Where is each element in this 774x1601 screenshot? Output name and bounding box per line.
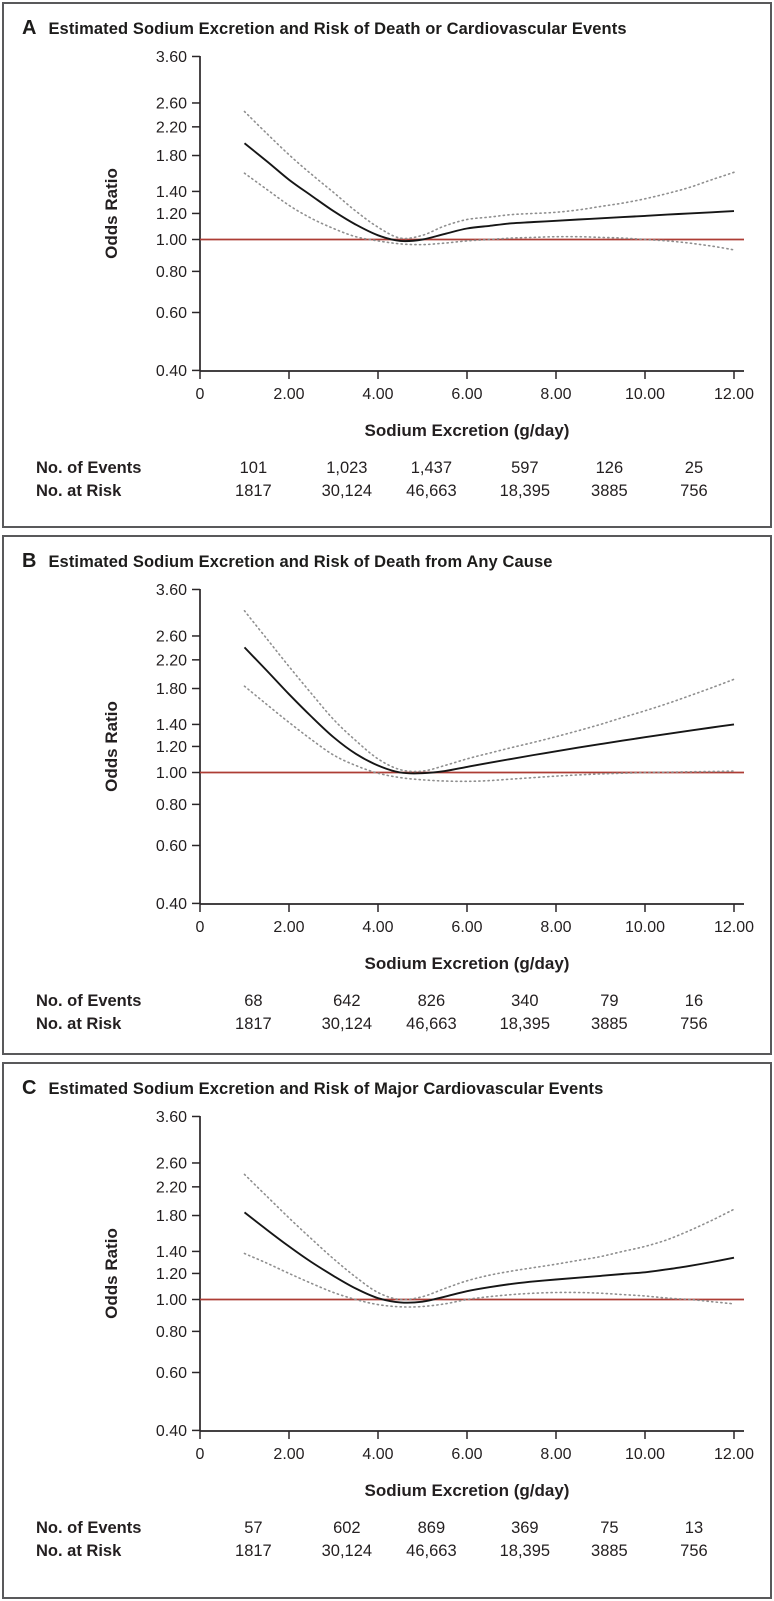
x-tick-label: 10.00 xyxy=(624,919,666,936)
y-tick-label: 0.80 xyxy=(155,796,187,814)
panel-a-letter: A xyxy=(22,17,37,39)
y-tick-label: 0.60 xyxy=(155,304,187,322)
count-value: 46,663 xyxy=(406,1015,457,1033)
y-tick-label: 2.60 xyxy=(155,95,187,113)
x-tick-label: 0 xyxy=(195,1446,205,1463)
x-tick-label: 6.00 xyxy=(451,919,483,936)
y-tick-label: 1.80 xyxy=(155,148,187,166)
y-tick-label: 1.00 xyxy=(155,232,187,249)
panel-c-chart xyxy=(4,1100,770,1571)
count-value: 1,023 xyxy=(326,459,368,477)
panel-b-title xyxy=(4,537,770,573)
count-value: 756 xyxy=(680,1015,708,1033)
x-tick-label: 8.00 xyxy=(540,1446,572,1463)
y-tick-label: 3.60 xyxy=(155,48,187,66)
y-tick-label: 2.60 xyxy=(155,1155,187,1173)
count-value: 16 xyxy=(684,992,704,1010)
row-label: No. at Risk xyxy=(36,1542,122,1560)
panel-b-chart xyxy=(4,573,770,1044)
x-tick-label: 10.00 xyxy=(624,1446,666,1463)
x-tick-label: 0 xyxy=(195,386,205,403)
x-tick-label: 8.00 xyxy=(540,919,572,936)
count-value: 3885 xyxy=(591,482,628,500)
x-tick-label: 4.00 xyxy=(362,386,394,403)
panel-c-title xyxy=(4,1064,770,1100)
y-tick-label: 3.60 xyxy=(155,581,187,599)
count-value: 18,395 xyxy=(499,1542,551,1560)
count-value: 1,437 xyxy=(410,459,453,477)
y-tick-label: 1.20 xyxy=(155,1265,187,1283)
x-tick-label: 12.00 xyxy=(713,1446,755,1463)
y-tick-label: 1.00 xyxy=(155,1292,187,1309)
y-tick-label: 2.20 xyxy=(155,652,187,670)
y-tick-label: 3.60 xyxy=(155,1108,187,1126)
count-value: 68 xyxy=(244,992,263,1010)
count-value: 30,124 xyxy=(321,482,373,500)
row-label: No. of Events xyxy=(36,992,142,1010)
y-tick-label: 1.20 xyxy=(155,205,187,223)
count-value: 13 xyxy=(684,1519,704,1537)
panel-c-title-text: Estimated Sodium Excretion and Risk of Major Cardiovascular Events xyxy=(48,1080,604,1098)
count-value: 46,663 xyxy=(406,1542,457,1560)
panel-a-odds-ratio-estimate-curve xyxy=(245,143,735,241)
x-tick-label: 0 xyxy=(195,919,205,936)
count-value: 30,124 xyxy=(321,1015,373,1033)
count-value: 826 xyxy=(417,992,446,1010)
count-value: 642 xyxy=(333,992,361,1010)
panel-a-title-text: Estimated Sodium Excretion and Risk of Death or Cardiovascular Events xyxy=(48,20,627,38)
y-tick-label: 0.80 xyxy=(155,1323,187,1341)
x-tick-label: 12.00 xyxy=(713,919,755,936)
y-tick-label: 1.20 xyxy=(155,738,187,756)
x-tick-label: 4.00 xyxy=(362,1446,394,1463)
panel-b-letter: B xyxy=(22,550,37,572)
y-tick-label: 0.40 xyxy=(155,1422,187,1440)
count-value: 340 xyxy=(511,992,539,1010)
y-tick-label: 2.60 xyxy=(155,628,187,646)
count-value: 602 xyxy=(333,1519,361,1537)
y-tick-label: 1.80 xyxy=(155,681,187,699)
panel-c-letter: C xyxy=(22,1077,37,1099)
y-tick-label: 0.40 xyxy=(155,362,187,380)
y-axis-title: Odds Ratio xyxy=(102,1228,121,1319)
x-tick-label: 10.00 xyxy=(624,386,666,403)
y-tick-label: 1.40 xyxy=(155,1243,187,1261)
x-tick-label: 12.00 xyxy=(713,386,755,403)
count-value: 101 xyxy=(239,459,268,477)
panel-a xyxy=(2,2,772,528)
y-tick-label: 0.60 xyxy=(155,837,187,855)
count-value: 79 xyxy=(600,992,619,1010)
y-tick-label: 0.80 xyxy=(155,263,187,281)
count-value: 756 xyxy=(680,482,708,500)
panel-b-ci-upper-curve xyxy=(245,611,735,772)
count-value: 18,395 xyxy=(499,482,551,500)
panel-a-chart xyxy=(4,40,770,511)
count-value: 126 xyxy=(595,459,624,477)
count-value: 1817 xyxy=(235,482,272,500)
y-tick-label: 0.60 xyxy=(155,1364,187,1382)
x-axis-title: Sodium Excretion (g/day) xyxy=(364,421,570,440)
count-value: 756 xyxy=(680,1542,708,1560)
x-tick-label: 8.00 xyxy=(540,386,572,403)
panel-c xyxy=(2,1062,772,1599)
x-axis-title: Sodium Excretion (g/day) xyxy=(364,954,570,973)
count-value: 597 xyxy=(511,459,539,477)
row-label: No. of Events xyxy=(36,1519,142,1537)
y-axis-title: Odds Ratio xyxy=(102,701,121,792)
count-value: 46,663 xyxy=(406,482,457,500)
count-value: 869 xyxy=(417,1519,446,1537)
y-tick-label: 2.20 xyxy=(155,119,187,137)
x-tick-label: 6.00 xyxy=(451,1446,483,1463)
row-label: No. at Risk xyxy=(36,482,122,500)
count-value: 75 xyxy=(600,1519,619,1537)
x-axis-title: Sodium Excretion (g/day) xyxy=(364,1481,570,1500)
row-label: No. of Events xyxy=(36,459,142,477)
panel-c-ci-upper-curve xyxy=(245,1174,735,1299)
panel-c-odds-ratio-estimate-curve xyxy=(245,1212,735,1302)
panel-b-title-text: Estimated Sodium Excretion and Risk of Death from Any Cause xyxy=(48,553,553,571)
count-value: 1817 xyxy=(235,1015,272,1033)
y-tick-label: 1.00 xyxy=(155,765,187,782)
y-tick-label: 2.20 xyxy=(155,1179,187,1197)
y-tick-label: 1.80 xyxy=(155,1208,187,1226)
count-value: 3885 xyxy=(591,1542,628,1560)
row-label: No. at Risk xyxy=(36,1015,122,1033)
panel-a-title xyxy=(4,4,770,40)
panel-b xyxy=(2,535,772,1055)
count-value: 3885 xyxy=(591,1015,628,1033)
panel-a-ci-upper-curve xyxy=(245,112,735,239)
count-value: 18,395 xyxy=(499,1015,551,1033)
x-tick-label: 4.00 xyxy=(362,919,394,936)
count-value: 369 xyxy=(511,1519,539,1537)
y-tick-label: 1.40 xyxy=(155,716,187,734)
count-value: 25 xyxy=(684,459,704,477)
count-value: 57 xyxy=(244,1519,263,1537)
panel-b-odds-ratio-estimate-curve xyxy=(245,647,735,773)
y-axis-title: Odds Ratio xyxy=(102,168,121,259)
y-tick-label: 0.40 xyxy=(155,895,187,913)
count-value: 1817 xyxy=(235,1542,272,1560)
y-tick-label: 1.40 xyxy=(155,183,187,201)
x-tick-label: 6.00 xyxy=(451,386,483,403)
count-value: 30,124 xyxy=(321,1542,373,1560)
x-tick-label: 2.00 xyxy=(273,919,305,936)
x-tick-label: 2.00 xyxy=(273,386,305,403)
panel-a-ci-lower-curve xyxy=(245,173,735,250)
x-tick-label: 2.00 xyxy=(273,1446,305,1463)
